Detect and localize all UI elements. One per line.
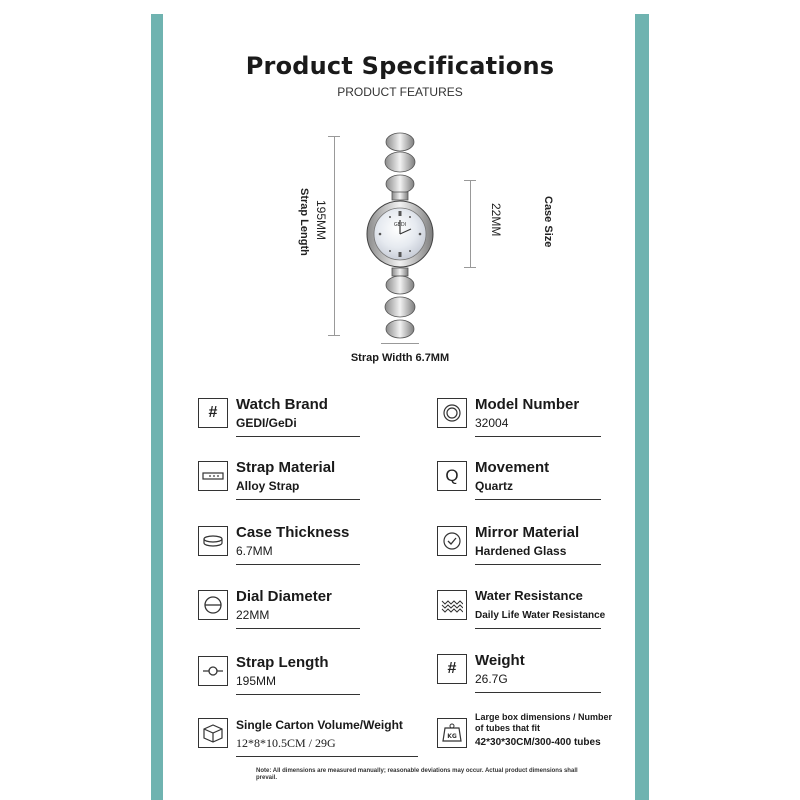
spec-value: 26.7G (475, 672, 508, 686)
strap-length-value: 195MM (314, 200, 328, 241)
spec-value: 42*30*30CM/300-400 tubes (475, 737, 601, 748)
page-title: Product Specifications (245, 52, 555, 80)
case-size-label: Case Size (542, 196, 554, 248)
case-size-value: 22MM (489, 203, 503, 237)
spec-value: 12*8*10.5CM / 29G (236, 736, 336, 750)
case-size-tick-top (464, 180, 476, 181)
spec-label: Model Number (475, 396, 580, 413)
hash-icon: # (198, 398, 228, 428)
footnote: Note: All dimensions are measured manually; reasonable deviations may occur. Actual product dimensions shall prevail. (256, 768, 578, 782)
spec-label: Strap Length (236, 654, 329, 671)
spec-value: GEDI/GeDi (236, 416, 297, 430)
spec-label: Weight (475, 652, 525, 669)
case-size-tick-bottom (464, 267, 476, 268)
spec-value: Daily Life Water Resistance (475, 610, 606, 621)
spec-value: Quartz (475, 479, 514, 493)
spec-label: Large box dimensions / Number of tubes that fit (475, 712, 613, 734)
spec-value: 32004 (475, 416, 509, 430)
spec-label: Water Resistance (475, 588, 583, 603)
kg-icon (437, 718, 467, 748)
hash-icon: # (437, 654, 467, 684)
divider (475, 436, 601, 437)
waves-icon (437, 590, 467, 620)
divider (236, 628, 360, 629)
divider (236, 564, 360, 565)
strap-width-label: Strap Width 6.7MM (350, 352, 450, 364)
spec-value: 22MM (236, 608, 270, 622)
divider (475, 628, 601, 629)
watch-illustration (360, 130, 440, 345)
svg-text:KG: KG (447, 733, 457, 740)
spec-label: Strap Material (236, 459, 336, 476)
strap-length-tick-top (328, 136, 340, 137)
divider (236, 694, 360, 695)
divider (475, 499, 601, 500)
divider (236, 756, 418, 757)
spec-value: Hardened Glass (475, 544, 567, 558)
rings-icon (437, 398, 467, 428)
divider (475, 564, 601, 565)
dial-icon (198, 590, 228, 620)
strap-length-tick-bottom (328, 335, 340, 336)
spec-label: Case Thickness (236, 524, 350, 541)
strap-icon (198, 461, 228, 491)
case-size-dimension-line (470, 180, 471, 268)
strap-width-line (381, 343, 419, 344)
strap-length-icon (198, 656, 228, 686)
strap-length-dimension-line (334, 136, 335, 336)
dial-logo: GEDI (393, 222, 407, 228)
spec-label: Mirror Material (475, 524, 580, 541)
strap-length-label: Strap Length (298, 188, 310, 256)
spec-label: Dial Diameter (236, 588, 332, 605)
spec-label: Single Carton Volume/Weight (236, 718, 403, 732)
divider (236, 499, 360, 500)
box-icon (198, 718, 228, 748)
spec-label: Watch Brand (236, 396, 328, 413)
spec-value: 195MM (236, 674, 277, 688)
divider (236, 436, 360, 437)
quartz-icon: Q (437, 461, 467, 491)
check-icon (437, 526, 467, 556)
spec-value: 6.7MM (236, 544, 273, 558)
spec-label: Movement (475, 459, 550, 476)
thickness-icon (198, 526, 228, 556)
spec-value: Alloy Strap (236, 479, 300, 493)
divider (475, 692, 601, 693)
page-subtitle: PRODUCT FEATURES (337, 85, 463, 99)
